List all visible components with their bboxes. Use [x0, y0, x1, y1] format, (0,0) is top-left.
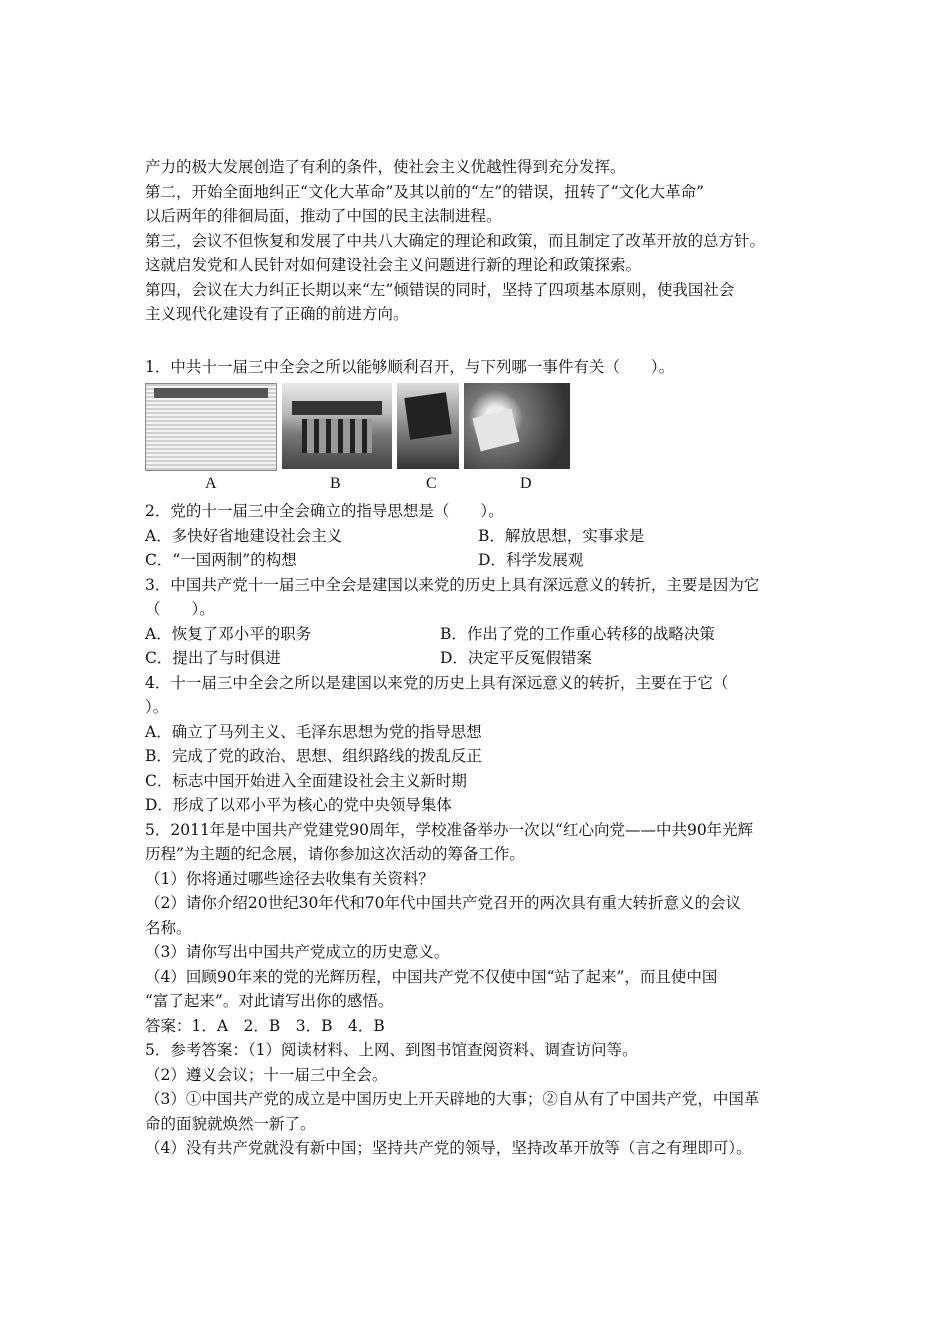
question-5-part-4-cont: “富了起来”。对此请写出你的感悟。 [145, 992, 394, 1010]
question-2-option-b: B．解放思想，实事求是 [478, 526, 645, 545]
intro-line: 主义现代化建设有了正确的前进方向。 [145, 305, 409, 323]
photo-d-crowd [464, 383, 570, 469]
question-5 [145, 818, 825, 1014]
question-5-part-2-cont: 名称。 [145, 918, 192, 937]
question-5-part-1: （1）你将通过哪些途径去收集有关资料？ [145, 869, 434, 888]
question-5-part-2: （2）请你介绍20世纪30年代和70年代中国共产党召开的两次具有重大转折意义的会议 [145, 894, 742, 912]
photo-label-a: A [205, 475, 217, 492]
question-5-stem: 5．2011年是中国共产党建党90周年，学校准备举办一次以“红心向党——中共90年光辉 [145, 820, 754, 839]
question-2 [145, 499, 825, 573]
question-4-option-d: D．形成了以邓小平为核心的党中央领导集体 [145, 796, 452, 814]
question-4-option-b: B．完成了党的政治、思想、组织路线的拨乱反正 [145, 747, 482, 765]
question-3 [145, 573, 825, 671]
question-5-part-4: （4）回顾90年来的党的光辉历程，中国共产党不仅使中国“站了起来”，而且使中国 [145, 967, 718, 986]
answer-key: 答案：1．A 2．B 3．B 4．B [145, 1016, 385, 1035]
intro-line: 产力的极大发展创造了有利的条件，使社会主义优越性得到充分发挥。 [145, 158, 626, 176]
document-page [145, 155, 825, 1161]
question-4-stem: 4．十一届三中全会之所以是建国以来党的历史上具有深远意义的转折，主要在于它（ [145, 673, 729, 692]
question-1-photos [145, 383, 825, 469]
question-5-part-3: （3）请你写出中国共产党成立的历史意义。 [145, 943, 450, 961]
question-3-option-d: D．决定平反冤假错案 [440, 649, 592, 667]
question-5-stem-cont: 历程”为主题的纪念展，请你参加这次活动的筹备工作。 [145, 845, 525, 863]
photo-label-c: C [426, 475, 437, 492]
intro-section [145, 155, 825, 327]
photo-a-newspaper [145, 383, 277, 471]
answer-5-part-3: （3）①中国共产党的成立是中国历史上开天辟地的大事；②自从有了中国共产党，中国革 [145, 1090, 760, 1108]
answer-5-part-2: （2）遵义会议；十一届三中全会。 [145, 1065, 388, 1084]
answer-5-part-3-cont: 命的面貌就焕然一新了。 [145, 1114, 316, 1133]
answer-section [145, 1014, 825, 1161]
question-1 [145, 355, 825, 500]
question-2-option-a: A．多快好省地建设社会主义 [145, 526, 343, 545]
question-2-option-c: C．“一国两制”的构想 [145, 551, 297, 569]
intro-line: 这就启发党和人民针对如何建设社会主义问题进行新的理论和政策探索。 [145, 256, 642, 274]
photo-b-building [282, 383, 392, 469]
photo-label-b: B [330, 475, 341, 492]
photo-labels [145, 475, 825, 499]
question-3-stem-cont: （ ）。 [145, 600, 215, 618]
photo-c-banner [397, 383, 459, 469]
question-3-option-b: B．作出了党的工作重心转移的战略决策 [440, 624, 715, 643]
question-4 [145, 671, 825, 818]
question-3-option-c: C．提出了与时俱进 [145, 649, 281, 667]
intro-line: 以后两年的徘徊局面，推动了中国的民主法制进程。 [145, 207, 502, 225]
answer-5-part-1: 5．参考答案：（1）阅读材料、上网、到图书馆查阅资料、调查访问等。 [145, 1041, 638, 1059]
intro-line: 第四，会议在大力纠正长期以来“左”倾错误的同时，坚持了四项基本原则，使我国社会 [145, 280, 735, 299]
question-1-stem: 1．中共十一届三中全会之所以能够顺利召开，与下列哪一事件有关（ ）。 [145, 357, 675, 376]
question-3-stem: 3．中国共产党十一届三中全会是建国以来党的历史上具有深远意义的转折，主要是因为它 [145, 575, 760, 594]
question-2-stem: 2．党的十一届三中全会确立的指导思想是（ ）。 [145, 502, 504, 520]
intro-line: 第二，开始全面地纠正“文化大革命”及其以前的“左”的错误，扭转了“文化大革命” [145, 182, 705, 201]
question-4-stem-cont: ）。 [145, 698, 169, 716]
question-4-option-c: C．标志中国开始进入全面建设社会主义新时期 [145, 771, 467, 790]
photo-label-d: D [520, 475, 532, 492]
question-2-option-d: D．科学发展观 [478, 551, 584, 569]
answer-5-part-4: （4）没有共产党就没有新中国；坚持共产党的领导，坚持改革开放等（言之有理即可）。 [145, 1139, 752, 1157]
intro-line: 第三，会议不但恢复和发展了中共八大确定的理论和政策，而且制定了改革开放的总方针。 [145, 231, 766, 250]
question-4-option-a: A．确立了马列主义、毛泽东思想为党的指导思想 [145, 722, 482, 741]
question-3-option-a: A．恢复了邓小平的职务 [145, 624, 312, 643]
